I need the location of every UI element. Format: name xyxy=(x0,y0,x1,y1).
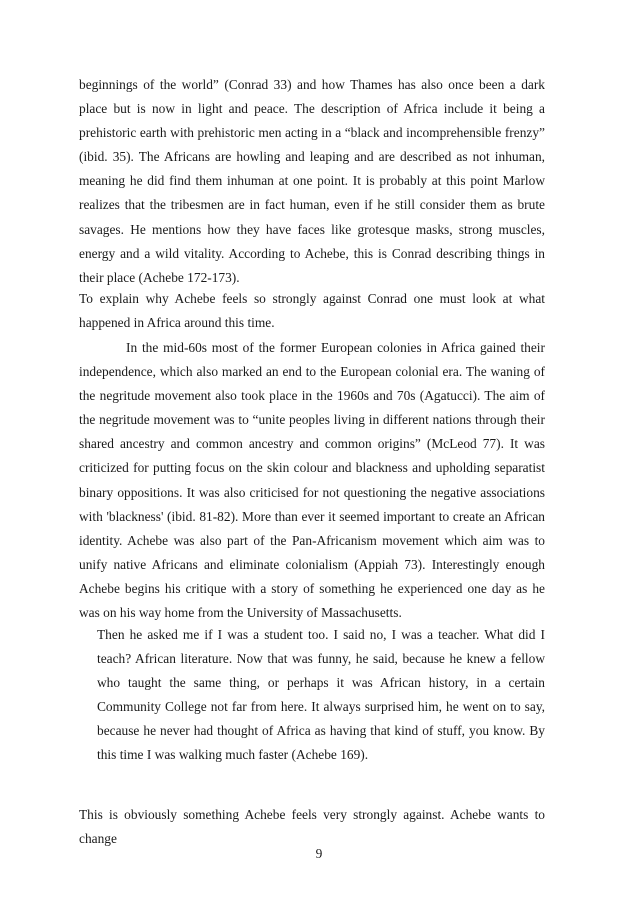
body-paragraph-4: This is obviously something Achebe feels very strongly against. Achebe wants to change xyxy=(79,807,545,847)
body-paragraph-3: In the mid-60s most of the former European colonies in Africa gained their independence, which also marked an end to the European colonial era. The waning of the negritude movement also took place in the 1960s and 70s (Agatucci). The aim of the negritude movement was to “unite peoples living in different nations through their shared ancestry and common ancestry and common origins” (McLeod 77). It was criticized for putting focus on the skin colour and blackness and upholding separatist binary oppositions. It was also criticised for not questioning the negative associations with 'blackness' (ibid. 81-82). More than ever it seemed important to create an African identity. Achebe was also part of the Pan-Africanism movement which aim was to unify native Africans and eliminate colonialism (Appiah 73). Interestingly enough Achebe begins his critique with a story of something he experienced one day as he was on his way home from the University of Massachusetts. xyxy=(79,340,545,621)
body-paragraph-2: To explain why Achebe feels so strongly against Conrad one must look at what happened in Africa around this time. xyxy=(79,291,545,331)
page-number: 9 xyxy=(315,846,323,861)
block-quote: Then he asked me if I was a student too. I said no, I was a teacher. What did I teach? African literature. Now that was funny, he said, because he knew a fellow who taught the same thing, or perhaps it was African history, in a certain Community College not far from here. It always surprised him, he went on to say, because he never had thought of Africa as having that kind of stuff, you know. By this time I was walking much faster (Achebe 169). xyxy=(97,627,545,763)
body-paragraph-1: beginnings of the world” (Conrad 33) and how Thames has also once been a dark place but is now in light and peace. The description of Africa include it being a prehistoric earth with prehistoric men acting in a “black and incomprehensible frenzy” (ibid. 35). The Africans are howling and leaping and are described as not inhuman, meaning he did find them inhuman at one point. It is probably at this point Marlow realizes that the tribesmen are in fact human, even if he still consider them as brute savages. He mentions how they have faces like grotesque masks, strong muscles, energy and a wild vitality. According to Achebe, this is Conrad describing things in their place (Achebe 172-173). xyxy=(79,77,545,285)
